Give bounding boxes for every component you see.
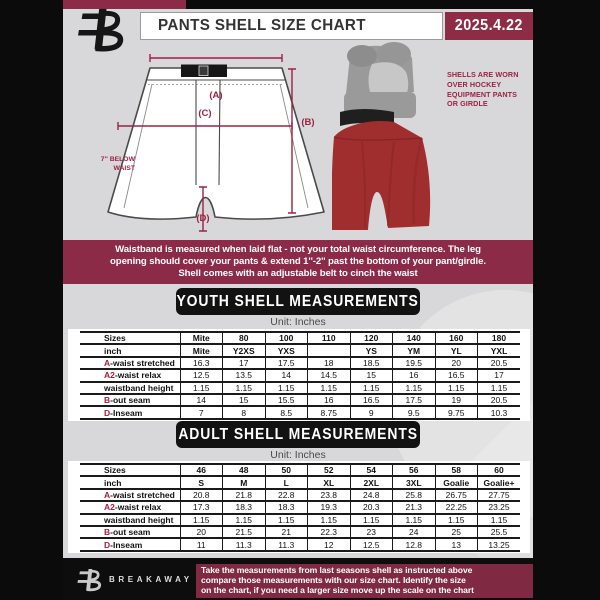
row-label-letter: B (104, 527, 111, 538)
shorts-measurement-diagram (78, 45, 328, 240)
table-cell: 1.15 (478, 514, 521, 526)
youth-table-panel (68, 329, 530, 421)
footer-note-line2: compare those measurements with our size chart. Identify the size (201, 574, 466, 585)
table-cell: 12.5 (180, 369, 223, 381)
row-label: B-out seam (104, 395, 151, 406)
row-label: waistband height (104, 382, 174, 393)
page-title-box (140, 12, 443, 40)
table-cell: 1.15 (435, 514, 478, 526)
table-cell: 17 (478, 369, 521, 381)
table-cell: YM (393, 344, 436, 356)
table-cell: 24 (393, 526, 436, 538)
table-cell: 100 (265, 332, 308, 344)
table-cell: 1.15 (308, 514, 351, 526)
table-cell: 22.25 (435, 501, 478, 513)
page-title: PANTS SHELL SIZE CHART (158, 17, 366, 34)
table-cell: 1.15 (265, 382, 308, 394)
table-cell: 19.5 (393, 357, 436, 369)
shorts-outline-drawing (78, 45, 328, 240)
table-cell: 16.5 (350, 394, 393, 406)
table-cell: L (265, 476, 308, 488)
table-cell: 18.5 (350, 357, 393, 369)
row-label: D-Inseam (104, 407, 143, 418)
table-cell: 160 (435, 332, 478, 344)
table-row (80, 464, 520, 476)
row-label: A2-waist relax (104, 502, 162, 513)
table-cell: 1.15 (223, 514, 266, 526)
table-cell: 11.3 (223, 538, 266, 550)
photo-caption-line2: OVER HOCKEY (447, 79, 502, 89)
row-label-letter: A (104, 489, 111, 500)
table-cell: 20.3 (350, 501, 393, 513)
breakaway-footer-logo-icon (77, 567, 102, 593)
table-cell: 16.3 (180, 357, 223, 369)
table-cell: 1.15 (223, 382, 266, 394)
table-cell: 25 (435, 526, 478, 538)
table-cell: 19 (435, 394, 478, 406)
table-cell: 54 (350, 464, 393, 476)
table-cell: 9 (350, 406, 393, 418)
table-row (80, 501, 520, 513)
table-cell: 20.8 (180, 489, 223, 501)
photo-caption-line4: OR GIRDLE (447, 99, 488, 109)
waist-note-line2: WAIST (113, 165, 135, 172)
table-cell: 80 (223, 332, 266, 344)
table-cell: 17.5 (265, 357, 308, 369)
table-cell: 8.75 (308, 406, 351, 418)
table-row (80, 514, 520, 526)
table-cell: 1.15 (393, 514, 436, 526)
table-cell: 13.25 (478, 538, 521, 550)
row-label-letter: A (104, 357, 111, 368)
table-row (80, 406, 520, 418)
table-cell: 110 (308, 332, 351, 344)
table-cell: 22.8 (265, 489, 308, 501)
row-label: Sizes (104, 333, 126, 344)
table-cell: 15 (223, 394, 266, 406)
table-cell: 180 (478, 332, 521, 344)
table-cell: 46 (180, 464, 223, 476)
table-cell: 10.3 (478, 406, 521, 418)
youth-unit-label: Unit: Inches (270, 316, 326, 328)
table-cell: 2XL (350, 476, 393, 488)
row-label: B-out seam (104, 527, 151, 538)
table-cell: 12.5 (350, 538, 393, 550)
table-cell: Y2XS (223, 344, 266, 356)
table-cell: 56 (393, 464, 436, 476)
table-cell: 16 (393, 369, 436, 381)
row-label: A-waist stretched (104, 489, 175, 500)
table-cell: 50 (265, 464, 308, 476)
table-row (80, 369, 520, 381)
table-cell: 20 (435, 357, 478, 369)
table-row (80, 394, 520, 406)
table-cell: 15.5 (265, 394, 308, 406)
row-label: Sizes (104, 465, 126, 476)
table-cell: YS (350, 344, 393, 356)
table-cell: 26.75 (435, 489, 478, 501)
youth-section-header (176, 288, 420, 315)
table-cell: M (223, 476, 266, 488)
table-cell: 13.5 (223, 369, 266, 381)
adult-section-header (176, 421, 420, 448)
photo-caption-line1: SHELLS ARE WORN (447, 70, 519, 79)
table-row (80, 489, 520, 501)
table-cell: 20 (180, 526, 223, 538)
banner-line2: opening should cover your pants & extend 1''-2'' past the bottom of your pant/girdle. (110, 256, 486, 267)
measure-label-c: (C) (198, 108, 212, 119)
row-label-letter: D (104, 539, 111, 550)
table-cell: 14 (265, 369, 308, 381)
youth-section-title: YOUTH SHELL MEASUREMENTS (176, 292, 420, 310)
row-label: A2-waist relax (104, 370, 162, 381)
table-cell: Mite (180, 332, 223, 344)
table-row (80, 357, 520, 369)
table-cell: YXS (265, 344, 308, 356)
table-cell: XL (308, 476, 351, 488)
table-row (80, 476, 520, 488)
table-cell: 140 (393, 332, 436, 344)
table-cell (308, 344, 351, 356)
youth-size-table (80, 331, 520, 420)
measure-label-b: (B) (301, 117, 315, 128)
table-cell: 58 (435, 464, 478, 476)
table-cell: 48 (223, 464, 266, 476)
table-cell: 13 (435, 538, 478, 550)
table-row (80, 538, 520, 550)
top-black-strip (186, 0, 533, 9)
table-row (80, 526, 520, 538)
table-cell: 17.3 (180, 501, 223, 513)
table-cell: 23.8 (308, 489, 351, 501)
table-cell: 23.25 (478, 501, 521, 513)
brand-name: BREAKAWAY (109, 575, 193, 584)
table-cell: 3XL (393, 476, 436, 488)
table-cell: 14 (180, 394, 223, 406)
table-cell: 1.15 (350, 382, 393, 394)
waist-note (83, 155, 135, 173)
table-cell: 9.75 (435, 406, 478, 418)
table-cell: 8 (223, 406, 266, 418)
table-cell: Mite (180, 344, 223, 356)
adult-size-table (80, 463, 520, 552)
banner-line3: Shell comes with an adjustable belt to cinch the waist (178, 268, 418, 279)
photo-caption-line3: EQUIPMENT PANTS (447, 89, 518, 99)
table-cell: YL (435, 344, 478, 356)
date-text: 2025.4.22 (454, 17, 524, 34)
table-cell: 20.5 (478, 394, 521, 406)
table-cell: Goalie (435, 476, 478, 488)
photo-caption (447, 70, 529, 109)
adult-section-title: ADULT SHELL MEASUREMENTS (178, 425, 418, 443)
row-label-letter: A2 (104, 370, 115, 381)
footer-note (196, 564, 533, 598)
table-cell: 12 (308, 538, 351, 550)
table-cell: Goalie+ (478, 476, 521, 488)
table-cell: 23 (350, 526, 393, 538)
table-cell: 1.15 (350, 514, 393, 526)
row-label: A-waist stretched (104, 357, 175, 368)
footer-note-line3: on the chart, if you need a larger size move up the scale on the chart (201, 584, 474, 595)
table-cell: 15 (350, 369, 393, 381)
table-cell: 16 (308, 394, 351, 406)
row-label-letter: D (104, 407, 111, 418)
table-cell: 22.3 (308, 526, 351, 538)
table-cell: 60 (478, 464, 521, 476)
table-cell: 19.3 (308, 501, 351, 513)
table-cell: 1.15 (180, 514, 223, 526)
row-label: D-Inseam (104, 539, 143, 550)
measure-label-a: (A) (209, 90, 223, 101)
table-row (80, 332, 520, 344)
row-label-letter: B (104, 395, 111, 406)
table-cell: 7 (180, 406, 223, 418)
table-row (80, 382, 520, 394)
table-cell: 52 (308, 464, 351, 476)
waist-note-line1: 7'' BELOW (100, 156, 135, 163)
measure-label-d: (D) (196, 213, 210, 224)
table-cell: 20.5 (478, 357, 521, 369)
poster-page (63, 0, 533, 600)
table-cell: 18.3 (265, 501, 308, 513)
table-cell: 1.15 (180, 382, 223, 394)
table-cell: 14.5 (308, 369, 351, 381)
shell-photo (332, 42, 447, 238)
table-cell: 17.5 (393, 394, 436, 406)
footer-note-line1: Take the measurements from last seasons shell as instructed above (201, 565, 473, 575)
table-cell: 16.5 (435, 369, 478, 381)
row-label: waistband height (104, 514, 174, 525)
banner-line1: Waistband is measured when laid flat - not your total waist circumference. The leg (115, 244, 481, 255)
table-cell: 1.15 (435, 382, 478, 394)
table-cell: 21.5 (223, 526, 266, 538)
table-cell: 18 (308, 357, 351, 369)
table-cell: 21.8 (223, 489, 266, 501)
table-cell: 11 (180, 538, 223, 550)
adult-unit-label: Unit: Inches (270, 449, 326, 461)
row-label-letter: A2 (104, 502, 115, 513)
table-cell: 21.3 (393, 501, 436, 513)
table-cell: 21 (265, 526, 308, 538)
row-label: inch (104, 345, 122, 356)
table-row (80, 344, 520, 356)
table-cell: 120 (350, 332, 393, 344)
table-cell: 1.15 (265, 514, 308, 526)
table-cell: 25.5 (478, 526, 521, 538)
row-label: inch (104, 477, 122, 488)
table-cell: 11.3 (265, 538, 308, 550)
date-badge (445, 12, 533, 40)
adult-table-panel (68, 461, 530, 553)
table-cell: 8.5 (265, 406, 308, 418)
table-cell: 12.8 (393, 538, 436, 550)
table-cell: 1.15 (308, 382, 351, 394)
table-cell: 9.5 (393, 406, 436, 418)
table-cell: 1.15 (393, 382, 436, 394)
table-cell: YXL (478, 344, 521, 356)
table-cell: 24.8 (350, 489, 393, 501)
table-cell: 27.75 (478, 489, 521, 501)
table-cell: 17 (223, 357, 266, 369)
table-cell: S (180, 476, 223, 488)
footer-bar (63, 558, 533, 600)
instruction-banner (63, 240, 533, 284)
table-cell: 1.15 (478, 382, 521, 394)
table-cell: 25.8 (393, 489, 436, 501)
table-cell: 18.3 (223, 501, 266, 513)
